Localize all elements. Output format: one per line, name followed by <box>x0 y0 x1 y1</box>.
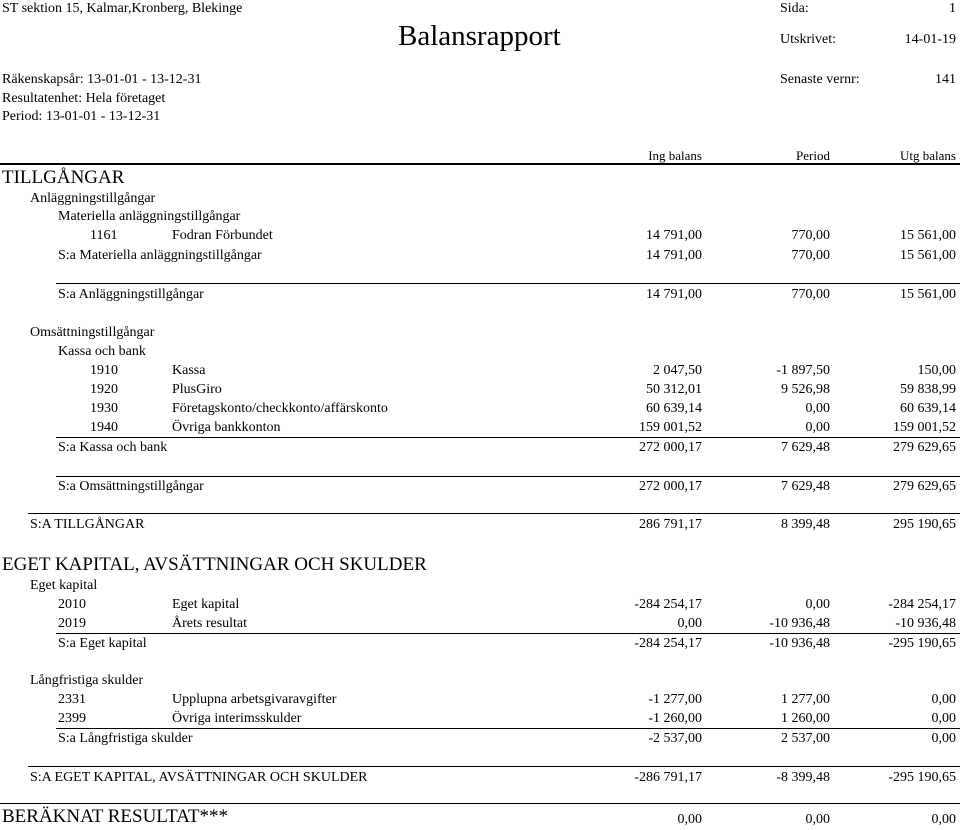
utg-value: 279 629,65 <box>893 440 956 455</box>
ing-value: -1 277,00 <box>648 692 702 707</box>
ing-value: 0,00 <box>677 812 702 827</box>
result-label: BERÄKNAT RESULTAT*** <box>2 806 228 827</box>
account-number: 1930 <box>90 401 118 416</box>
account-name: Årets resultat <box>172 616 248 631</box>
utg-value: 59 838,99 <box>900 382 956 397</box>
ing-value: 159 001,52 <box>639 420 702 435</box>
period-value: 770,00 <box>791 228 830 243</box>
ing-value: 272 000,17 <box>639 440 702 455</box>
subtotal-label: S:a Omsättningstillgångar <box>58 479 204 494</box>
period-value: 9 526,98 <box>781 382 830 397</box>
utg-value: 15 561,00 <box>900 248 956 263</box>
subtotal-label: S:a Långfristiga skulder <box>58 731 193 746</box>
account-number: 2399 <box>58 711 86 726</box>
utg-value: 150,00 <box>917 363 956 378</box>
ing-value: -1 260,00 <box>648 711 702 726</box>
account-number: 1920 <box>90 382 118 397</box>
account-name: Eget kapital <box>172 597 240 612</box>
period-value: 0,00 <box>805 401 830 416</box>
account-name: Fodran Förbundet <box>172 228 273 243</box>
fiscal-year: Räkenskapsår: 13-01-01 - 13-12-31 <box>2 72 202 87</box>
divider <box>56 283 960 284</box>
period-value: 2 537,00 <box>781 731 830 746</box>
period-value: 7 629,48 <box>781 440 830 455</box>
ing-value: 60 639,14 <box>646 401 702 416</box>
period-value: 7 629,48 <box>781 479 830 494</box>
last-vernr-label: Senaste vernr: <box>780 72 860 87</box>
ing-value: 0,00 <box>677 616 702 631</box>
period-value: -1 897,50 <box>776 363 830 378</box>
section-eget-kapital: EGET KAPITAL, AVSÄTTNINGAR OCH SKULDER <box>2 554 427 575</box>
utg-value: 15 561,00 <box>900 287 956 302</box>
total-label: S:A EGET KAPITAL, AVSÄTTNINGAR OCH SKULDER <box>30 770 368 785</box>
period-value: 770,00 <box>791 248 830 263</box>
utg-value: 60 639,14 <box>900 401 956 416</box>
company-name: ST sektion 15, Kalmar,Kronberg, Blekinge <box>2 1 243 16</box>
account-number: 2010 <box>58 597 86 612</box>
period-value: -10 936,48 <box>769 616 830 631</box>
ing-value: 272 000,17 <box>639 479 702 494</box>
col-ing-balans: Ing balans <box>648 148 702 163</box>
ing-value: -286 791,17 <box>634 770 702 785</box>
divider <box>28 513 960 514</box>
printed-label: Utskrivet: <box>780 32 836 47</box>
subtotal-label: S:a Anläggningstillgångar <box>58 287 204 302</box>
period-value: 0,00 <box>805 812 830 827</box>
page-value: 1 <box>949 1 956 16</box>
divider <box>0 803 960 804</box>
account-name: PlusGiro <box>172 382 222 397</box>
ing-value: 50 312,01 <box>646 382 702 397</box>
account-name: Övriga bankkonton <box>172 420 281 435</box>
utg-value: 295 190,65 <box>893 517 956 532</box>
printed-value: 14-01-19 <box>904 32 956 47</box>
period-value: 1 277,00 <box>781 692 830 707</box>
account-name: Upplupna arbetsgivaravgifter <box>172 692 337 707</box>
result-unit: Resultatenhet: Hela företaget <box>2 91 166 106</box>
subtotal-label: S:a Materiella anläggningstillgångar <box>58 248 262 263</box>
period-value: 8 399,48 <box>781 517 830 532</box>
ing-value: 14 791,00 <box>646 228 702 243</box>
utg-value: 15 561,00 <box>900 228 956 243</box>
ing-value: 14 791,00 <box>646 287 702 302</box>
account-number: 1910 <box>90 363 118 378</box>
report-title: Balansrapport <box>398 20 561 52</box>
col-utg-balans: Utg balans <box>900 148 956 163</box>
utg-value: 279 629,65 <box>893 479 956 494</box>
page-label: Sida: <box>780 1 809 16</box>
ing-value: -284 254,17 <box>634 597 702 612</box>
section-tillgangar: TILLGÅNGAR <box>2 167 125 188</box>
ing-value: 14 791,00 <box>646 248 702 263</box>
group-omsattning: Omsättningstillgångar <box>30 325 155 340</box>
period-value: -8 399,48 <box>776 770 830 785</box>
subgroup-materiella: Materiella anläggningstillgångar <box>58 209 241 224</box>
subtotal-label: S:a Eget kapital <box>58 636 147 651</box>
utg-value: -284 254,17 <box>888 597 956 612</box>
ing-value: 286 791,17 <box>639 517 702 532</box>
ing-value: -284 254,17 <box>634 636 702 651</box>
period: Period: 13-01-01 - 13-12-31 <box>2 109 161 124</box>
utg-value: 0,00 <box>931 711 956 726</box>
total-label: S:A TILLGÅNGAR <box>30 517 145 532</box>
group-eget-kapital: Eget kapital <box>30 578 98 593</box>
last-vernr-value: 141 <box>935 72 956 87</box>
account-number: 2331 <box>58 692 86 707</box>
divider <box>28 766 960 767</box>
divider <box>56 476 960 477</box>
utg-value: -295 190,65 <box>888 636 956 651</box>
period-value: 770,00 <box>791 287 830 302</box>
ing-value: 2 047,50 <box>653 363 702 378</box>
account-name: Kassa <box>172 363 206 378</box>
utg-value: 0,00 <box>931 692 956 707</box>
group-anlaggning: Anläggningstillgångar <box>30 191 156 206</box>
period-value: 0,00 <box>805 420 830 435</box>
utg-value: -10 936,48 <box>895 616 956 631</box>
divider <box>56 633 960 634</box>
utg-value: 159 001,52 <box>893 420 956 435</box>
utg-value: 0,00 <box>931 812 956 827</box>
account-number: 2019 <box>58 616 86 631</box>
account-number: 1940 <box>90 420 118 435</box>
ing-value: -2 537,00 <box>648 731 702 746</box>
period-value: -10 936,48 <box>769 636 830 651</box>
account-number: 1161 <box>90 228 118 243</box>
subgroup-kassa: Kassa och bank <box>58 344 146 359</box>
col-period: Period <box>796 148 830 163</box>
utg-value: -295 190,65 <box>888 770 956 785</box>
period-value: 0,00 <box>805 597 830 612</box>
account-name: Företagskonto/checkkonto/affärskonto <box>172 401 388 416</box>
group-langfristiga: Långfristiga skulder <box>30 673 144 688</box>
header-divider <box>0 163 960 165</box>
subtotal-label: S:a Kassa och bank <box>58 440 168 455</box>
divider <box>56 728 960 729</box>
divider <box>56 437 960 438</box>
period-value: 1 260,00 <box>781 711 830 726</box>
utg-value: 0,00 <box>931 731 956 746</box>
account-name: Övriga interimsskulder <box>172 711 302 726</box>
